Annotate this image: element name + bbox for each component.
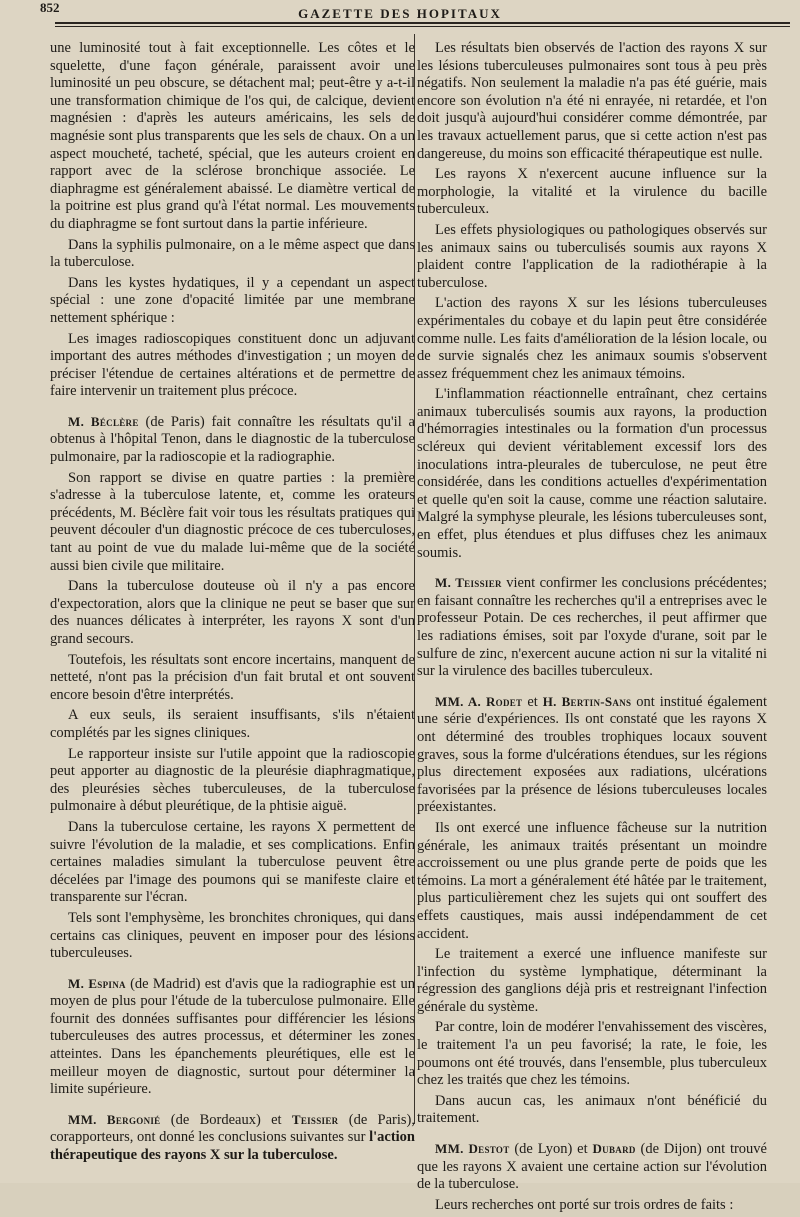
speaker-paragraph: M. Teissier vient confirmer les conclusions précédentes; en faisant connaître les recherches qu'il a entreprises avec le professeur Potain. De ces recherches, il peut affirmer que les radiations émises, soit par l'oxyde d'urane, soit par le sulfure de zinc, n'exercent aucune action ni sur la vitalité ni sur la virulence des bacilles tuberculeux.: [417, 575, 768, 680]
paragraph: Les effets physiologiques ou pathologiques observés sur les animaux sains ou tuberculisés soumis aux rayons X plaident contre l'application de la radiothérapie à la tuberculose.: [417, 221, 767, 291]
paragraph: Dans la tuberculose douteuse où il n'y a pas encore d'expectoration, alors que la clinique ne peut se baser que sur des nuances délicates à interpréter, les rayons X sont d'un grand secours.: [50, 578, 415, 647]
speaker-name: H. Bertin-Sans: [542, 693, 632, 709]
speaker-paragraph: MM. A. Rodet et H. Bertin-Sans ont institué également une série d'expériences. Ils ont constaté que les rayons X ont déterminé des troubles trophiques locaux souvent graves, sous la forme d'ulcérations étendues, sur les régions plus directement exposées aux radiations, ulcérations favorisées par la présence de lésions tuberculeuses locales préexistantes.: [417, 693, 767, 816]
paragraph: L'inflammation réactionnelle entraînant, chez certains animaux tuberculisés soumis aux rayons, la production d'hémorragies intestinales ou la formation d'un processus scléreux qui devient véritablement excessif lors des inoculations intra-pleurales de tuberculose, ne peut être considérée, dans les conditions actuelles d'expérimentation et quelle qu'en soit la cause, comme une réaction salutaire. Malgré la symphyse pleurale, les lésions tuberculeuses sont, en effet, plus étendues et plus diffuses chez les animaux soumis.: [417, 386, 767, 561]
paragraph: une luminosité tout à fait exceptionnelle. Les côtes et le squelette, d'une façon générale, paraissent avoir une luminosité un peu obscure, se détachent mal; peut-être y a-t-il une transformation chimique de l'os qui, de calcique, devient magnésien : d'après les auteurs américains, les sels de magnésie sont plus transparents que les sels de chaux. On a un aspect moucheté, tacheté, spécial, que les auteurs croient en rapport avec de la sclérose bronchique associée. Le diaphragme est généralement abaissé. Le diamètre vertical de la poitrine est plus grand qu'à l'état normal. Les mouvements du diaphragme se font surtout dans la partie inférieure.: [50, 40, 415, 232]
paragraph: Le traitement a exercé une influence manifeste sur l'infection du système lymphatique, déterminant la régression des ganglions déjà pris et restreignant l'infection générale du système.: [417, 946, 767, 1015]
speaker-name: M. Teissier: [435, 575, 502, 591]
paragraph: Dans la syphilis pulmonaire, on a le même aspect que dans la tuberculose.: [50, 236, 415, 271]
paragraph: Les rayons X n'exercent aucune influence sur la morphologie, la vitalité et la virulence du bacille tuberculeux.: [417, 166, 767, 218]
topic-heading: l'action thérapeutique des rayons X sur la tuberculose.: [50, 1129, 415, 1164]
speaker-name: MM. Bergonié: [68, 1111, 161, 1127]
paragraph: Ils ont exercé une influence fâcheuse sur la nutrition générale, les animaux traités présentant un moindre accroissement ou une plus grande perte de poids que les témoins. La mort a généralement été hâtée par le traitement, plus particulièrement chez les sujets qui ont souffert des effets caustiques, mais aussi indépendamment de cet accident.: [417, 819, 767, 942]
speaker-name: M. Béclère: [68, 413, 139, 429]
speaker-name: M. Espina: [68, 975, 126, 991]
header-rule-thin: [55, 26, 790, 27]
speaker-paragraph: M. Béclère (de Paris) fait connaître les résultats qu'il a obtenus à l'hôpital Tenon, dans le diagnostic de la tuberculose pulmonaire, par la radioscopie et la radiographie.: [50, 413, 415, 466]
paragraph: Les images radioscopiques constituent donc un adjuvant important des autres méthodes d'investigation ; un moyen de préciser l'étendue de certaines altérations et de permettre de faire intervenir un traitement plus précoce.: [50, 330, 415, 400]
right-column: [417, 40, 767, 1217]
speaker-name: MM. Destot: [435, 1141, 510, 1157]
journal-title: GAZETTE DES HOPITAUX: [298, 6, 502, 21]
paragraph: A eux seuls, ils seraient insuffisants, s'ils n'étaient complétés par les signes cliniques.: [50, 707, 415, 741]
page-number: 852: [40, 0, 60, 15]
speaker-paragraph: MM. Bergonié (de Bordeaux) et Teissier (de Paris), corapporteurs, ont donné les conclusions suivantes sur l'action thérapeutique des rayons X sur la tuberculose.: [50, 1111, 416, 1164]
paragraph: Son rapport se divise en quatre parties : la première s'adresse à la tuberculose latente, et, comme les orateurs précédents, M. Béclère fait voir tous les résultats pratiques qui peuvent découler d'un diagnostic précoce de ces tuberculoses, tant au point de vue du malade lui-même que de la société aussi bien civile que militaire.: [50, 469, 415, 574]
paragraph: L'action des rayons X sur les lésions tuberculeuses expérimentales du cobaye et du lapin peut être considérée comme nulle. Les faits d'amélioration de la lésion locale, ou de survie signalés chez les animaux soumis s'observent assez fréquemment chez les animaux témoins.: [417, 295, 767, 382]
paragraph: Le rapporteur insiste sur l'utile appoint que la radioscopie peut apporter au diagnostic de la pleurésie diaphragmatique, des pleurésies sèches tuberculeuses, de la tuberculose pulmonaire à début pleurétique, de la phtisie aiguë.: [50, 745, 415, 815]
paragraph: Par contre, loin de modérer l'envahissement des viscères, le traitement l'a un peu favorisé; la rate, le foie, les poumons ont été trouvés, dans l'ensemble, plus tuberculeux chez les traités que chez les témoins.: [417, 1019, 767, 1089]
header-rule: [55, 22, 790, 24]
speaker-name: Dubard: [592, 1141, 636, 1157]
speaker-paragraph: M. Espina (de Madrid) est d'avis que la radiographie est un moyen de plus pour l'étude de la tuberculose pulmonaire. Elle fournit des données suffisantes pour différencier les lésions tuberculeuses des autres processus, et déterminer les zones atteintes. Dans les épanchements pleurétiques, elle est le meilleur moyen de diagnostic, surtout pour déterminer la limite supérieure.: [50, 975, 415, 1098]
paragraph: Dans la tuberculose certaine, les rayons X permettent de suivre l'évolution de la maladie, et ses complications. Enfin certaines maladies simulant la tuberculose peuvent être décelées par l'image des poumons qui se manifeste claire et transparente sur l'écran.: [50, 818, 415, 906]
left-column: [50, 40, 415, 1168]
paragraph: Leurs recherches ont porté sur trois ordres de faits :: [435, 1196, 734, 1213]
paragraph: Toutefois, les résultats sont encore incertains, manquent de netteté, n'ont pas la précision d'un fait brutal et ont souvent encore besoin d'être interprétés.: [50, 651, 415, 703]
paragraph: Les résultats bien observés de l'action des rayons X sur les lésions tuberculeuses pulmonaires sont tous à peu près négatifs. Non seulement la maladie n'a pas été guérie, mais encore son évolution n'a été ni enrayée, ni retardée, et l'on doit jusqu'à aujourd'hui considérer comme démontrée, par les travaux actuellement parus, que si cette action n'est pas dangereuse, du moins son efficacité thérapeutique est nulle.: [417, 40, 767, 162]
paragraph: Tels sont l'emphysème, les bronchites chroniques, qui dans certains cas cliniques, peuvent en imposer pour des lésions tuberculeuses.: [50, 909, 415, 962]
speaker-name: MM. A. Rodet: [435, 693, 523, 709]
paragraph: Dans aucun cas, les animaux n'ont bénéficié du traitement.: [417, 1092, 767, 1127]
speaker-name: Teissier: [291, 1111, 339, 1127]
speaker-paragraph: MM. Destot (de Lyon) et Dubard (de Dijon) ont trouvé que les rayons X avaient une certaine action sur l'évolution de la tuberculose.: [417, 1141, 767, 1193]
paragraph: Dans les kystes hydatiques, il y a cependant un aspect spécial : une zone d'opacité limitée par une membrane nettement sphérique :: [50, 274, 415, 326]
